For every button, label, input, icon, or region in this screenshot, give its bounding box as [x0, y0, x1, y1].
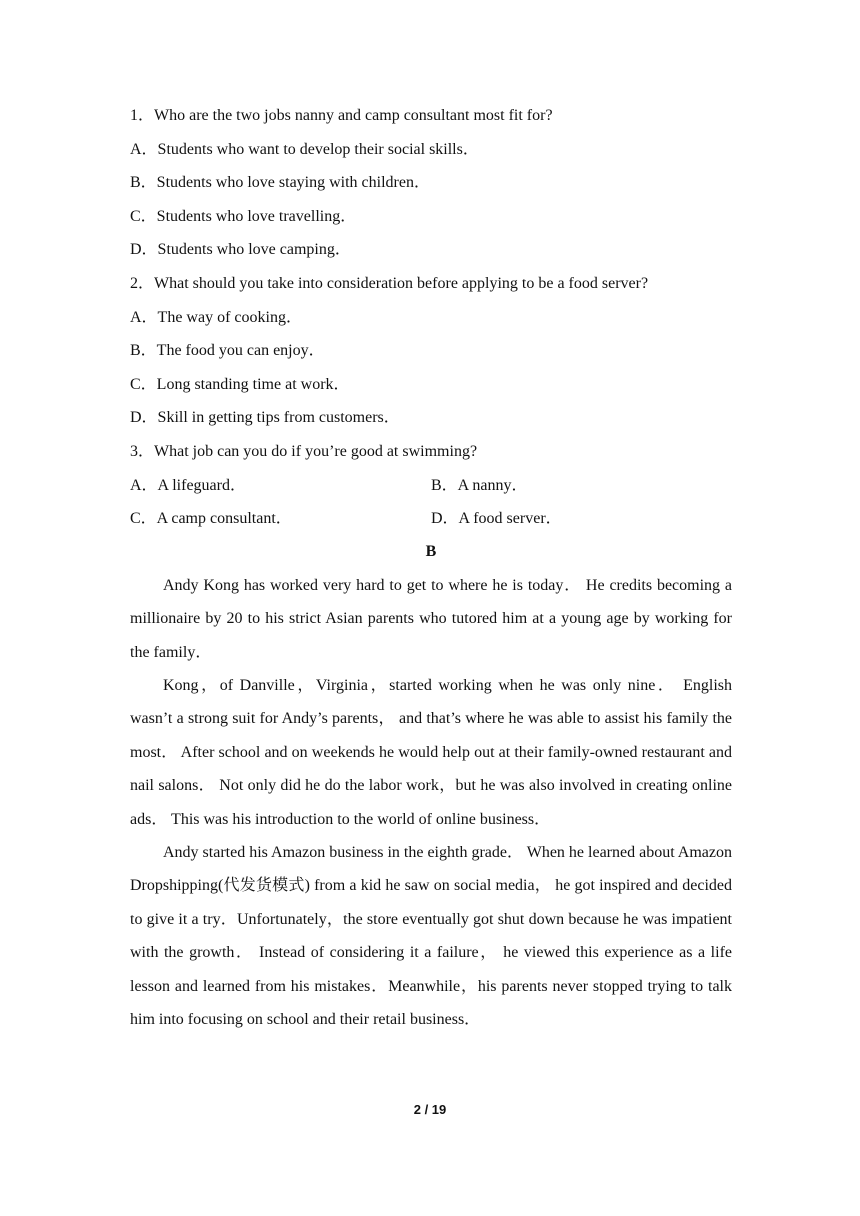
question-3-option-a: A．A lifeguard． [130, 476, 246, 494]
document-page [130, 102, 732, 1036]
page-number: 2 / 19 [413, 1102, 447, 1117]
question-3-option-c: C．A camp consultant． [130, 510, 292, 528]
question-3-option-b: B．A nanny． [431, 476, 528, 494]
question-2-option-b: B．The food you can enjoy． [130, 342, 325, 360]
question-1-option-d: D．Students who love camping． [130, 241, 351, 259]
section-b-title: B [425, 542, 437, 560]
section-b-paragraph-3: Andy started his Amazon business in the eighth grade． When he learned about Amazon Dropshipping(代发货模式) from a kid he saw on social media， he got inspired and decided to give it a try．Unfortunately，the store eventually got shut down because he was impatient with the growth． Instead of considering it a failure， he viewed this experience as a life lesson and learned from his mistakes．Meanwhile，his parents never stopped trying to talk him into focusing on school and their retail business． [130, 843, 732, 1028]
question-2-option-a: A．The way of cooking． [130, 308, 302, 326]
question-2-stem: 2．What should you take into consideration before applying to be a food server? [130, 274, 649, 292]
question-2-option-d: D．Skill in getting tips from customers． [130, 409, 400, 427]
question-1-option-b: B．Students who love staying with children． [130, 174, 430, 192]
question-3-options-row-2 [130, 505, 732, 539]
question-1-option-a: A．Students who want to develop their social skills． [130, 140, 479, 158]
question-3-stem: 3．What job can you do if you’re good at swimming? [130, 442, 478, 460]
question-3-option-d: D．A food server． [431, 510, 562, 528]
question-2-option-c: C．Long standing time at work． [130, 375, 350, 393]
question-1-stem: 1．Who are the two jobs nanny and camp consultant most fit for? [130, 107, 553, 124]
section-b-paragraph-1: Andy Kong has worked very hard to get to where he is today． He credits becoming a millionaire by 20 to his strict Asian parents who tutored him at a young age by working for the family． [130, 576, 732, 661]
question-1-option-c: C．Students who love travelling． [130, 207, 357, 225]
question-3-options-row-1 [130, 472, 732, 506]
section-b-paragraph-2: Kong，of Danville，Virginia，started working when he was only nine． English wasn’t a strong suit for Andy’s parents， and that’s where he was able to assist his family the most． After school and on weekends he would help out at their family-owned restaurant and nail salons． Not only did he do the labor work，but he was also involved in creating online ads． This was his introduction to the world of online business． [130, 676, 732, 828]
